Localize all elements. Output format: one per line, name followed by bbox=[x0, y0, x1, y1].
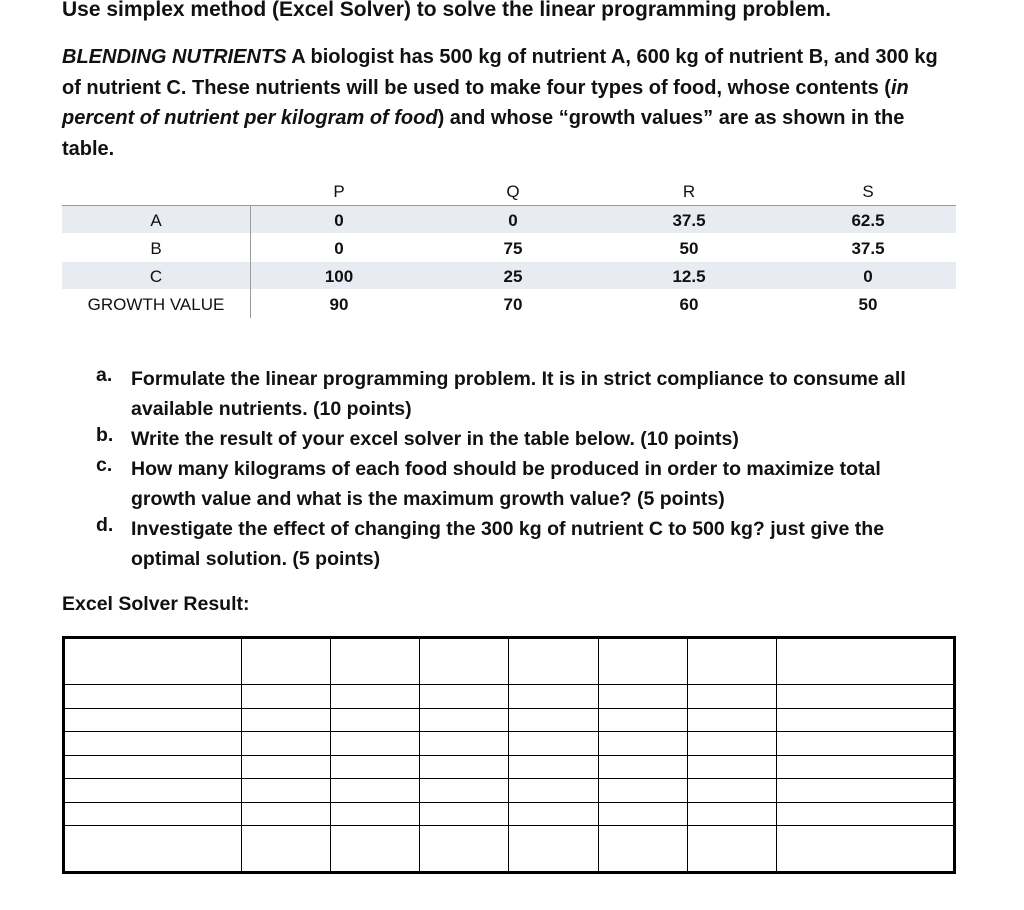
problem-text-2: ) and whose “growth values” are as shown in the table. bbox=[62, 107, 905, 160]
result-grid-cell[interactable] bbox=[687, 779, 776, 803]
problem-title: BLENDING NUTRIENTS bbox=[62, 46, 287, 68]
result-grid-cell[interactable] bbox=[242, 755, 331, 779]
result-grid-cell[interactable] bbox=[687, 708, 776, 732]
result-grid-cell[interactable] bbox=[509, 732, 598, 756]
table-cell: 70 bbox=[503, 295, 523, 314]
result-grid-cell[interactable] bbox=[420, 708, 509, 732]
result-grid-cell[interactable] bbox=[242, 779, 331, 803]
question-letter: c. bbox=[96, 454, 113, 476]
result-grid-cell[interactable] bbox=[64, 802, 242, 826]
question-text: How many kilograms of each food should be produced in order to maximize total growth value and what is the maximum growth value? (5 points) bbox=[131, 458, 881, 510]
problem-text-1: A biologist has 500 kg of nutrient A, 600 kg of nutrient B, and 300 kg of nutrient C. These nutrients will be used to make four types of food, whose contents ( bbox=[62, 46, 938, 99]
result-grid-cell[interactable] bbox=[776, 755, 954, 779]
result-grid-cell[interactable] bbox=[509, 826, 598, 873]
result-grid-cell[interactable] bbox=[331, 826, 420, 873]
result-grid-cell[interactable] bbox=[598, 779, 687, 803]
result-grid-cell[interactable] bbox=[242, 732, 331, 756]
result-grid-cell[interactable] bbox=[687, 685, 776, 709]
result-grid-cell[interactable] bbox=[776, 708, 954, 732]
table-cell: 50 bbox=[858, 295, 878, 314]
column-header: R bbox=[682, 182, 696, 201]
result-grid-cell[interactable] bbox=[64, 638, 242, 685]
result-grid-row bbox=[64, 638, 955, 685]
result-grid-cell[interactable] bbox=[598, 755, 687, 779]
table-cell: 90 bbox=[329, 295, 349, 314]
result-grid-cell[interactable] bbox=[509, 779, 598, 803]
result-grid-cell[interactable] bbox=[598, 638, 687, 685]
result-grid-row bbox=[64, 708, 955, 732]
result-grid-cell[interactable] bbox=[64, 685, 242, 709]
row-label: GROWTH VALUE bbox=[87, 295, 225, 314]
question-text: Write the result of your excel solver in the table below. (10 points) bbox=[131, 428, 739, 450]
table-row bbox=[62, 206, 956, 233]
table-cell: 0 bbox=[863, 267, 873, 286]
result-grid-cell[interactable] bbox=[776, 685, 954, 709]
result-grid-cell[interactable] bbox=[509, 755, 598, 779]
result-grid-row bbox=[64, 755, 955, 779]
result-grid-cell[interactable] bbox=[687, 732, 776, 756]
result-grid-cell[interactable] bbox=[687, 802, 776, 826]
result-grid-cell[interactable] bbox=[776, 826, 954, 873]
result-grid-cell[interactable] bbox=[598, 732, 687, 756]
problem-paragraph bbox=[62, 42, 962, 164]
result-grid-cell[interactable] bbox=[64, 755, 242, 779]
result-grid-cell[interactable] bbox=[598, 708, 687, 732]
result-grid-cell[interactable] bbox=[420, 685, 509, 709]
result-grid-cell[interactable] bbox=[331, 685, 420, 709]
result-grid-row bbox=[64, 685, 955, 709]
question-letter: d. bbox=[96, 514, 114, 536]
result-grid-cell[interactable] bbox=[331, 755, 420, 779]
result-grid-cell[interactable] bbox=[687, 826, 776, 873]
row-label: C bbox=[149, 267, 163, 286]
result-grid-cell[interactable] bbox=[64, 779, 242, 803]
result-grid-cell[interactable] bbox=[420, 755, 509, 779]
row-label: A bbox=[150, 211, 162, 230]
table-cell: 60 bbox=[679, 295, 699, 314]
result-grid-cell[interactable] bbox=[420, 779, 509, 803]
result-grid-row bbox=[64, 802, 955, 826]
result-grid-cell[interactable] bbox=[331, 802, 420, 826]
result-grid-cell[interactable] bbox=[331, 708, 420, 732]
table-label-divider bbox=[250, 205, 251, 318]
result-grid-cell[interactable] bbox=[687, 755, 776, 779]
table-cell: 12.5 bbox=[672, 267, 706, 286]
result-grid-cell[interactable] bbox=[331, 779, 420, 803]
table-row bbox=[62, 290, 956, 317]
problem-emphasis: in percent of nutrient per kilogram of food bbox=[62, 76, 909, 129]
result-grid-row bbox=[64, 826, 955, 873]
column-header: P bbox=[333, 182, 345, 201]
result-grid-cell[interactable] bbox=[242, 826, 331, 873]
result-grid-cell[interactable] bbox=[64, 826, 242, 873]
result-grid-cell[interactable] bbox=[509, 802, 598, 826]
result-grid-row bbox=[64, 732, 955, 756]
excel-result-grid bbox=[62, 636, 956, 874]
table-cell: 0 bbox=[334, 211, 344, 230]
result-grid-cell[interactable] bbox=[64, 732, 242, 756]
result-grid-cell[interactable] bbox=[242, 708, 331, 732]
table-row bbox=[62, 262, 956, 289]
result-grid-cell[interactable] bbox=[776, 779, 954, 803]
result-grid-cell[interactable] bbox=[509, 708, 598, 732]
result-grid-cell[interactable] bbox=[420, 732, 509, 756]
question-letter: b. bbox=[96, 424, 114, 446]
table-cell: 50 bbox=[679, 239, 699, 258]
result-grid-cell[interactable] bbox=[420, 802, 509, 826]
result-grid-cell[interactable] bbox=[509, 638, 598, 685]
result-grid-cell[interactable] bbox=[64, 708, 242, 732]
question-letter: a. bbox=[96, 364, 113, 386]
result-grid-cell[interactable] bbox=[776, 802, 954, 826]
table-cell: 0 bbox=[508, 211, 518, 230]
result-grid-cell[interactable] bbox=[242, 638, 331, 685]
table-cell: 37.5 bbox=[672, 211, 706, 230]
excel-result-label: Excel Solver Result: bbox=[62, 593, 250, 615]
question-text: Investigate the effect of changing the 300 kg of nutrient C to 500 kg? just give the optimal solution. (5 points) bbox=[131, 518, 885, 570]
page-heading: Use simplex method (Excel Solver) to solve the linear programming problem. bbox=[62, 0, 832, 21]
result-grid-cell[interactable] bbox=[242, 802, 331, 826]
result-grid-cell[interactable] bbox=[420, 638, 509, 685]
result-grid-cell[interactable] bbox=[420, 826, 509, 873]
result-grid-cell[interactable] bbox=[242, 685, 331, 709]
table-cell: 100 bbox=[324, 267, 354, 286]
table-cell: 75 bbox=[503, 239, 523, 258]
result-grid-row bbox=[64, 779, 955, 803]
question-text: Formulate the linear programming problem. It is in strict compliance to consume all available nutrients. (10 points) bbox=[131, 368, 906, 420]
column-header: S bbox=[862, 182, 874, 201]
result-grid-cell[interactable] bbox=[598, 685, 687, 709]
nutrient-table-header bbox=[62, 178, 956, 204]
result-grid-cell[interactable] bbox=[776, 732, 954, 756]
result-grid-cell[interactable] bbox=[331, 638, 420, 685]
table-cell: 62.5 bbox=[851, 211, 885, 230]
result-grid-cell[interactable] bbox=[598, 802, 687, 826]
result-grid-cell[interactable] bbox=[509, 685, 598, 709]
column-header: Q bbox=[506, 182, 520, 201]
result-grid-cell[interactable] bbox=[687, 638, 776, 685]
row-label: B bbox=[150, 239, 162, 258]
table-cell: 0 bbox=[334, 239, 344, 258]
table-cell: 37.5 bbox=[851, 239, 885, 258]
result-grid-cell[interactable] bbox=[776, 638, 954, 685]
table-cell: 25 bbox=[503, 267, 523, 286]
table-row bbox=[62, 234, 956, 261]
result-grid-cell[interactable] bbox=[598, 826, 687, 873]
result-grid-cell[interactable] bbox=[331, 732, 420, 756]
